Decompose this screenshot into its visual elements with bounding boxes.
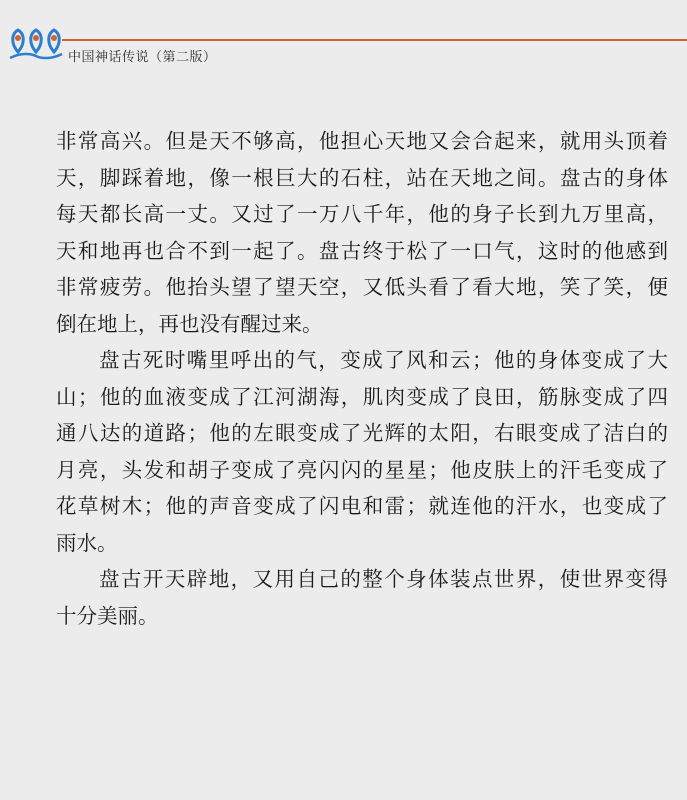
book-title: 中国神话传说（第二版）	[68, 50, 217, 65]
text-line: 月亮，头发和胡子变成了亮闪闪的星星；他皮肤上的汗毛变成了	[56, 457, 668, 482]
paragraph-2	[56, 342, 668, 561]
text-line: 非常疲劳。他抬头望了望天空，又低头看了看大地，笑了笑，便	[56, 275, 668, 299]
page-header	[0, 0, 687, 70]
header-rule	[62, 39, 687, 41]
text-line: 倒在地上，再也没有醒过来。	[56, 311, 323, 336]
text-line: 天，脚踩着地，像一根巨大的石柱，站在天地之间。盘古的身体	[56, 165, 668, 190]
text-line: 花草树木；他的声音变成了闪电和雷；就连他的汗水，也变成了	[56, 494, 668, 518]
text-line: 山；他的血液变成了江河湖海，肌肉变成了良田，筋脉变成了四	[56, 384, 668, 409]
text-line: 每天都长高一丈。又过了一万八千年，他的身子长到九万里高，	[56, 202, 668, 226]
series-logo-icon	[8, 22, 64, 62]
text-line: 天和地再也合不到一起了。盘古终于松了一口气，这时的他感到	[56, 238, 668, 263]
text-line: 通八达的道路；他的左眼变成了光辉的太阳，右眼变成了洁白的	[56, 421, 668, 445]
text-line: 非常高兴。但是天不够高，他担心天地又会合起来，就用头顶着	[56, 129, 668, 153]
text-line: 盘古死时嘴里呼出的气，变成了风和云；他的身体变成了大	[99, 348, 668, 372]
paragraph-1	[56, 123, 668, 342]
page-body	[56, 123, 668, 634]
text-line: 雨水。	[56, 530, 118, 555]
text-line: 十分美丽。	[56, 603, 159, 628]
paragraph-3	[56, 561, 668, 634]
text-line: 盘古开天辟地，又用自己的整个身体装点世界，使世界变得	[99, 567, 668, 591]
